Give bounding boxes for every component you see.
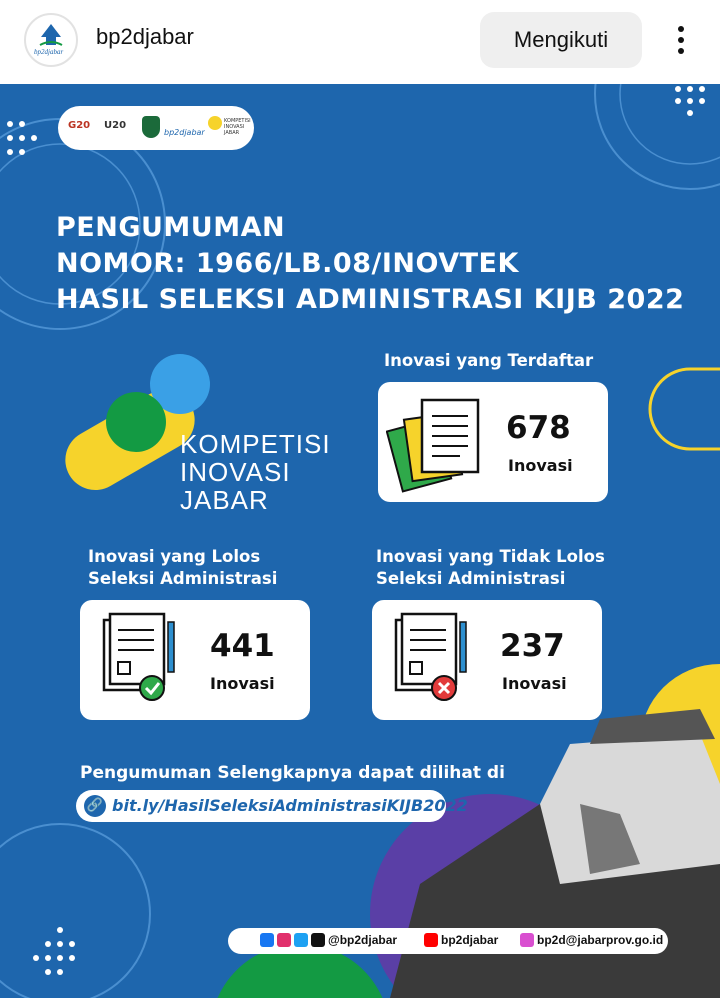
failed-unit: Inovasi: [502, 674, 567, 693]
partner-logos: [58, 106, 254, 150]
username[interactable]: bp2djabar: [96, 24, 194, 49]
passed-card: [80, 600, 310, 720]
social-handle: @bp2djabar: [328, 933, 398, 947]
failed-card: [372, 600, 602, 720]
registered-unit: Inovasi: [508, 456, 573, 475]
youtube-icon: [424, 933, 438, 947]
registered-label: Inovasi yang Terdaftar: [384, 351, 594, 370]
link-icon: 🔗: [84, 795, 106, 817]
bp2d-mini-logo-icon: bp2djabar: [164, 128, 205, 137]
title-line-3: HASIL SELEKSI ADMINISTRASI KIJB 2022: [56, 284, 685, 315]
kij-logo-text-1: KOMPETISI: [180, 429, 331, 459]
avatar[interactable]: [24, 13, 78, 67]
kij-logo-text-2: INOVASI: [180, 457, 291, 487]
youtube-handle: bp2djabar: [441, 933, 499, 947]
following-button[interactable]: Mengikuti: [480, 12, 642, 68]
documents-icon: [386, 394, 486, 494]
more-info-text: Pengumuman Selengkapnya dapat dilihat di: [80, 763, 505, 783]
bp2d-logo-icon: [26, 15, 76, 65]
failed-count: 237: [500, 628, 565, 664]
g20-logo-icon: G20: [68, 120, 91, 131]
link-pill[interactable]: [76, 790, 468, 822]
facebook-icon: [260, 933, 274, 947]
title-line-1: PENGUMUMAN: [56, 212, 286, 243]
document-cross-icon: [388, 610, 478, 710]
title-line-2: NOMOR: 1966/LB.08/INOVTEK: [56, 248, 519, 279]
u20-logo-icon: U20: [104, 120, 127, 131]
email-group: [520, 933, 663, 947]
passed-label-line-1: Inovasi yang Lolos: [88, 547, 261, 566]
post-header: [0, 0, 720, 84]
kij-mini-logo-text: KOMPETISI INOVASI JABAR: [224, 118, 251, 136]
kij-logo-text-3: JABAR: [180, 485, 269, 515]
social-footer: [228, 928, 668, 954]
passed-unit: Inovasi: [210, 674, 275, 693]
twitter-icon: [294, 933, 308, 947]
passed-label-line-2: Seleksi Administrasi: [88, 569, 278, 588]
failed-label-line-2: Seleksi Administrasi: [376, 569, 566, 588]
instagram-icon: [277, 933, 291, 947]
tiktok-icon: [311, 933, 325, 947]
email-address: bp2d@jabarprov.go.id: [537, 933, 664, 947]
document-check-icon: [96, 610, 186, 710]
kij-mini-logo-icon: [208, 116, 222, 130]
youtube-group: [424, 933, 498, 947]
post-image: [0, 84, 720, 998]
social-handle-group: [260, 933, 397, 947]
failed-label-line-1: Inovasi yang Tidak Lolos: [376, 547, 605, 566]
avatar-text: bp2djabar: [34, 48, 64, 56]
registered-card: [378, 382, 608, 502]
registered-count: 678: [506, 410, 571, 446]
jabar-crest-icon: [142, 116, 160, 138]
passed-count: 441: [210, 628, 275, 664]
more-options-icon[interactable]: [664, 20, 698, 60]
email-icon: [520, 933, 534, 947]
link-text[interactable]: bit.ly/HasilSeleksiAdministrasiKIJB2022: [112, 796, 468, 815]
